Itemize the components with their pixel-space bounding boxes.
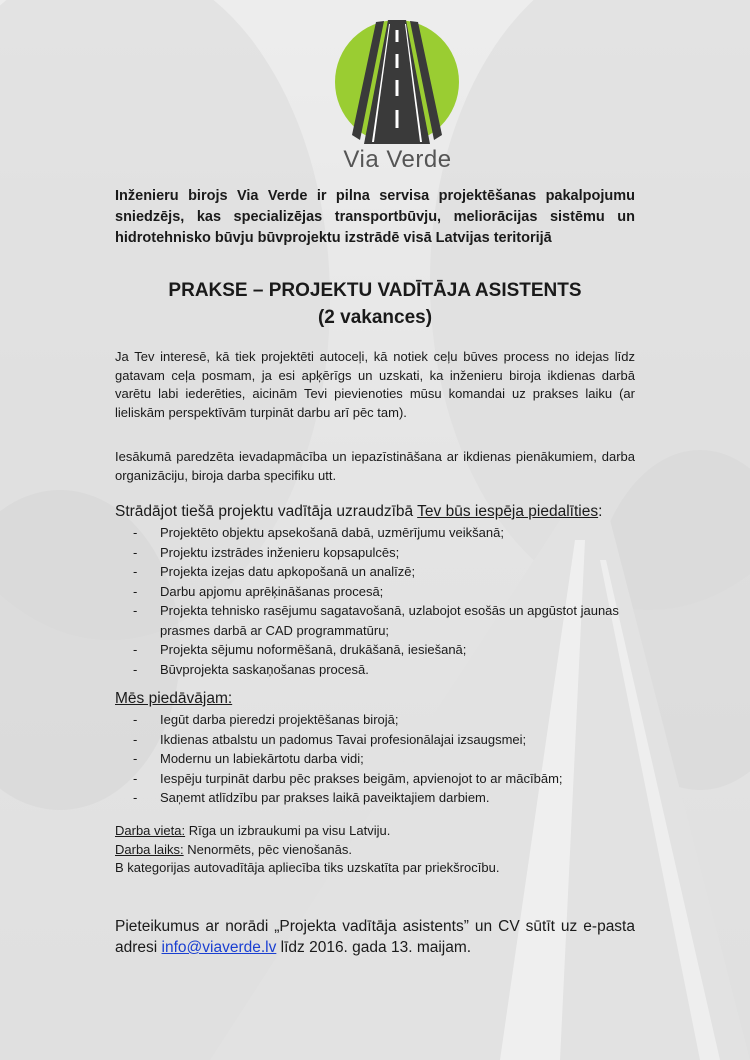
onboarding-paragraph: Iesākumā paredzēta ievadapmācība un iepazīstināšana ar ikdienas pienākumiem, darba organizāciju, biroja darba specifiku utt. [115,449,635,483]
email-link[interactable]: info@viaverde.lv [161,939,277,956]
job-title-line1: PRAKSE – PROJEKTU VADĪTĀJA ASISTENTS [168,280,582,301]
tasks-heading [115,502,635,522]
tasks-heading-prefix: Strādājot tiešā projektu vadītāja uzraudzībā [115,503,418,520]
list-item: - Iespēju turpināt darbu pēc prakses beigām, apvienojot to ar mācībām; [133,770,563,786]
list-item: - Būvprojekta saskaņošanas procesā. [133,661,369,677]
list-item: - Darbu apjomu aprēķināšanas procesā; [133,583,384,599]
company-intro: Inženieru birojs Via Verde ir pilna servisa projektēšanas pakalpojumu sniedzējs, kas specializējas transportbūvju, meliorācijas sistēmu un hidrotehnisko būvju būvprojektu izstrādē visā Latvijas teritorijā [115,188,635,246]
logo-text: Via Verde [343,146,452,173]
list-item: - Projektēto objektu apsekošanā dabā, uzmērījumu veikšanā; [133,525,504,540]
list-item: - Projekta izejas datu apkopošanā un analīzē; [133,564,416,579]
via-verde-logo [330,20,465,180]
road-circle-icon [330,20,465,145]
work-time: Darba laiks: Nenormēts, pēc vienošanās. [115,841,353,857]
list-item: - Saņemt atlīdzību par prakses laikā paveiktajiem darbiem. [133,790,490,805]
job-title-line2: (2 vakances) [317,307,433,328]
tasks-list [115,523,635,679]
list-item: - Ikdienas atbalstu un padomus Tavai profesionālajai izsaugsmei; [133,731,527,747]
work-place: Darba vieta: Rīga un izbraukumi pa visu Latviju. [115,823,391,838]
tasks-heading-underlined: Tev būs iespēja piedalīties [417,503,599,520]
tasks-heading-suffix: : [598,503,603,520]
job-title [115,277,635,331]
list-item: - Projekta sējumu noformēšanā, drukāšanā, iesiešanā; [133,642,467,657]
job-details [115,822,635,878]
list-item: - Modernu un labiekārtotu darba vidi; [133,751,364,766]
offers-list [115,710,635,808]
offers-heading: Mēs piedāvājam: [115,690,233,707]
list-item: - Iegūt darba pieredzi projektēšanas birojā; [133,712,399,727]
description-paragraph: Ja Tev interesē, kā tiek projektēti autoceļi, kā notiek ceļu būves process no idejas līdz gatavam ceļa posmam, ja esi apķērīgs un uzskati, ka inženieru biroja ikdienas darbā varētu labi iederēties, aicinām Tevi pievienoties mūsu komandai uz prakses laiku (ar lieliskām perspektīvām turpināt darbu arī pēc tam). [115,349,635,420]
list-item: - Projektu izstrādes inženieru kopsapulcēs; [133,544,400,560]
application-instructions: Pieteikumus ar norādi „Projekta vadītāja asistents” un CV sūtīt uz e-pasta adresi info@viaverde.lv līdz 2016. gada 13. maijam. [115,918,635,956]
license-note: B kategorijas autovadītāja apliecība tiks uzskatīta par priekšrocību. [115,860,500,875]
list-item: - Projekta tehnisko rasējumu sagatavošanā, uzlabojot esošās un apgūstot jaunas prasmes darbā ar CAD programmatūru; [133,603,619,638]
